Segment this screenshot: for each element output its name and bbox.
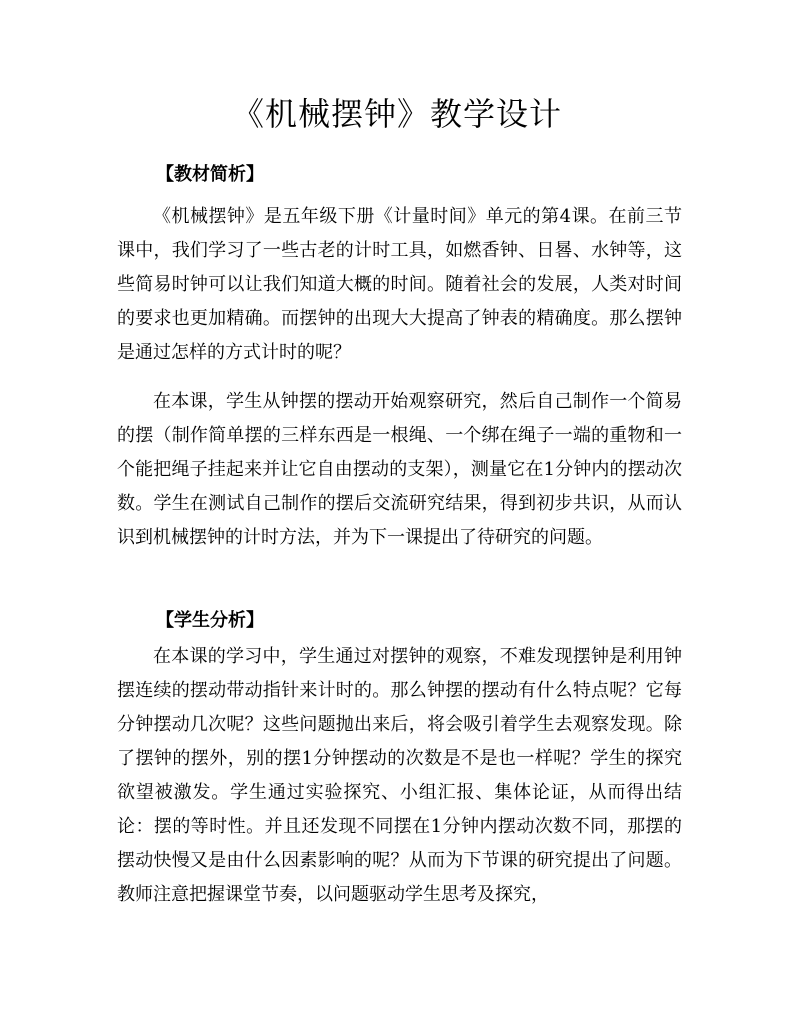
section-heading-student-analysis: 【学生分析】 (156, 610, 264, 631)
paragraph-student-analysis-1: 在本课的学习中，学生通过对摆钟的观察，不难发现摆钟是利用钟摆连续的摆动带动指针来计时的。那么钟摆的摆动有什么特点呢？它每分钟摆动几次呢？这些问题抛出来后，将会吸引着学生去观察发现。除了摆钟的摆外，别的摆1分钟摆动的次数是不是也一样呢？学生的探究欲望被激发。学生通过实验探究、小组汇报、集体论证，从而得出结论：摆的等时性。并且还发现不同摆在1分钟内摆动次数不同，那摆的摆动快慢又是由什么因素影响的呢？从而为下节课的研究提出了问题。教师注意把握课堂节奏，以问题驱动学生思考及探究， (117, 646, 682, 905)
paragraph-textbook-analysis-2: 在本课，学生从钟摆的摆动开始观察研究，然后自己制作一个简易的摆（制作简单摆的三样东西是一根绳、一个绑在绳子一端的重物和一个能把绳子挂起来并让它自由摆动的支架），测量它在1分钟内的摆动次数。学生在测试自己制作的摆后交流研究结果，得到初步共识，从而认识到机械摆钟的计时方法，并为下一课提出了待研究的问题。 (117, 391, 682, 548)
document-title: 《机械摆钟》教学设计 (231, 95, 562, 133)
section-heading-textbook-analysis: 【教材简析】 (156, 164, 264, 185)
paragraph-textbook-analysis-1: 《机械摆钟》是五年级下册《计量时间》单元的第4课。在前三节课中，我们学习了一些古老的计时工具，如燃香钟、日晷、水钟等，这些简易时钟可以让我们知道大概的时间。随着社会的发展，人类对时间的要求也更加精确。而摆钟的出现大大提高了钟表的精确度。那么摆钟是通过怎样的方式计时的呢？ (117, 206, 682, 363)
